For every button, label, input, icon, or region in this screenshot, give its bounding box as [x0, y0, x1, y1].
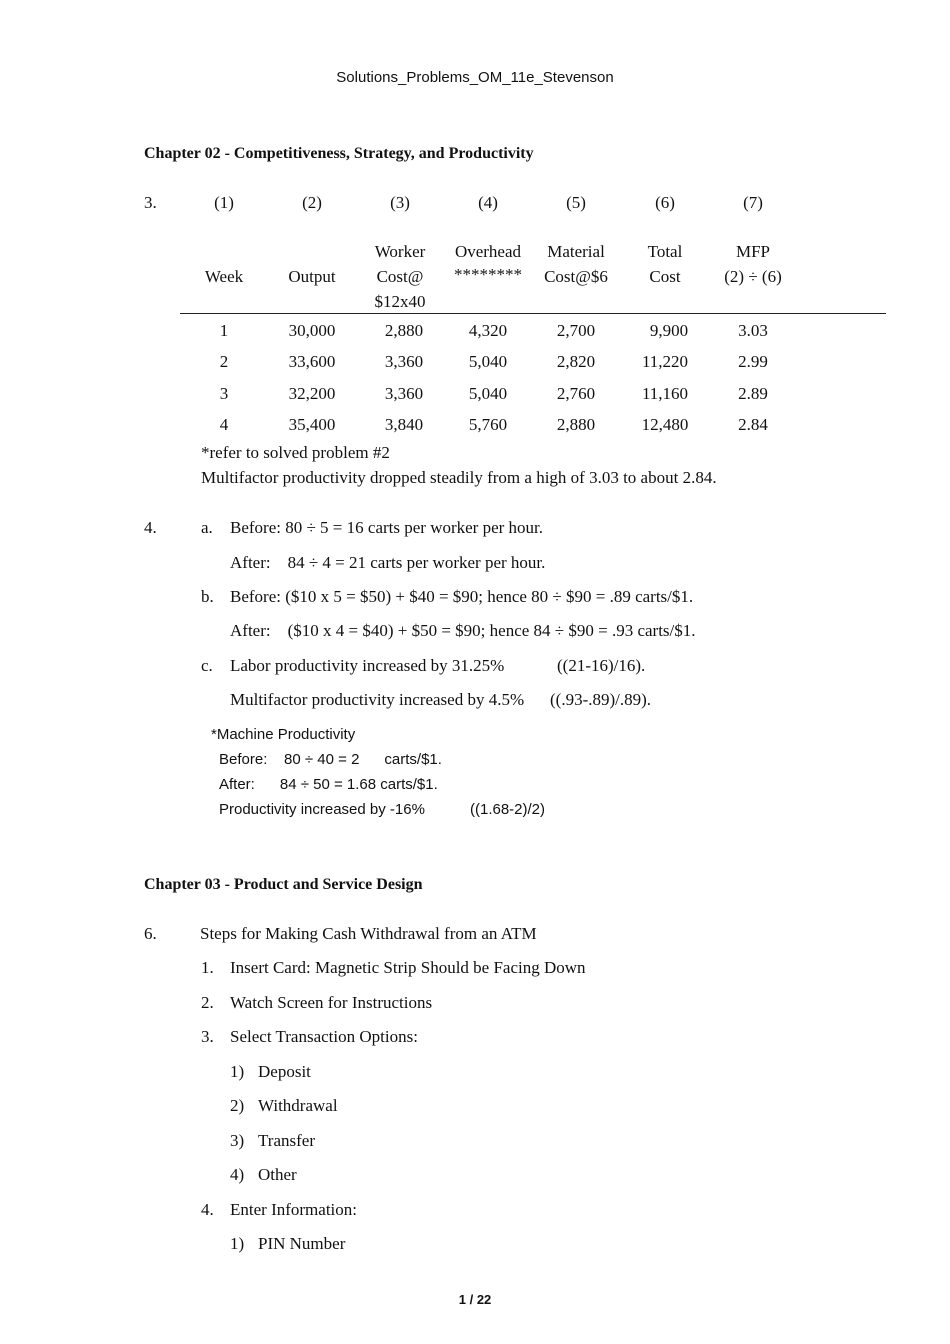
- cell-material: 2,760: [556, 384, 596, 403]
- list-item: Watch Screen for Instructions: [230, 993, 433, 1012]
- part-a-before: Before: 80 ÷ 5 = 16 carts per worker per hour.: [230, 518, 544, 537]
- cell-output: 32,200: [288, 384, 336, 403]
- cell-overhead: 4,320: [468, 321, 508, 340]
- table-conclusion: Multifactor productivity dropped steadily from a high of 3.03 to about 2.84.: [201, 468, 717, 487]
- cell-output: 35,400: [288, 415, 336, 434]
- current-page: 1: [458, 1292, 466, 1307]
- part-b-label: b.: [201, 587, 214, 606]
- header-week: Week: [204, 267, 244, 286]
- document-header: Solutions_Problems_OM_11e_Stevenson: [336, 69, 614, 86]
- cell-output: 30,000: [288, 321, 336, 340]
- list-item: Insert Card: Magnetic Strip Should be Facing Down: [230, 958, 586, 977]
- cell-overhead: 5,040: [468, 352, 508, 371]
- list-item-number: 1.: [201, 958, 214, 977]
- header-mfp: MFP: [735, 242, 771, 261]
- part-c-labor-calc: ((21-16)/16).: [557, 656, 646, 675]
- header-total: Cost: [649, 267, 681, 286]
- sub-item-number: 2): [230, 1096, 245, 1115]
- header-material: Cost@$6: [544, 267, 608, 286]
- problem-4-number: 4.: [144, 518, 157, 537]
- cell-overhead: 5,760: [468, 415, 508, 434]
- machine-before: Before: 80 ÷ 40 = 2 carts/$1.: [219, 751, 442, 768]
- cell-worker-cost: 3,360: [384, 352, 424, 371]
- col-number: (2): [302, 193, 322, 212]
- cell-material: 2,880: [556, 415, 596, 434]
- problem-6-number: 6.: [144, 924, 157, 943]
- cell-week: 4: [219, 415, 229, 434]
- sub-item: Withdrawal: [258, 1096, 338, 1115]
- machine-productivity-title: *Machine Productivity: [211, 726, 356, 743]
- sub-item: Other: [258, 1165, 297, 1184]
- table-rule: [180, 313, 886, 314]
- chapter-03-title: Chapter 03 - Product and Service Design: [144, 876, 423, 893]
- cell-worker-cost: 3,360: [384, 384, 424, 403]
- header-worker: Cost@: [376, 267, 424, 286]
- sub-item-number: 1): [230, 1062, 245, 1081]
- machine-increase: Productivity increased by -16%: [219, 801, 425, 818]
- col-number: (4): [478, 193, 498, 212]
- header-overhead: ********: [454, 265, 522, 284]
- sub-item: Transfer: [258, 1131, 315, 1150]
- col-number: (6): [655, 193, 675, 212]
- part-b-before: Before: ($10 x 5 = $50) + $40 = $90; hence 80 ÷ $90 = .89 carts/$1.: [230, 587, 694, 606]
- sub-item-number: 4): [230, 1165, 245, 1184]
- total-pages: 22: [476, 1292, 492, 1307]
- part-b-after: After: ($10 x 4 = $40) + $50 = $90; hence 84 ÷ $90 = .93 carts/$1.: [230, 621, 696, 640]
- cell-output: 33,600: [288, 352, 336, 371]
- table-note: *refer to solved problem #2: [201, 443, 390, 462]
- part-c-label: c.: [201, 656, 213, 675]
- chapter-02-title: Chapter 02 - Competitiveness, Strategy, and Productivity: [144, 145, 534, 162]
- machine-after: After: 84 ÷ 50 = 1.68 carts/$1.: [219, 776, 438, 793]
- cell-mfp: 3.03: [738, 321, 768, 340]
- part-a-after: After: 84 ÷ 4 = 21 carts per worker per hour.: [230, 553, 546, 572]
- header-worker: Worker: [374, 242, 426, 261]
- cell-overhead: 5,040: [468, 384, 508, 403]
- list-item: Select Transaction Options:: [230, 1027, 418, 1046]
- list-item: Enter Information:: [230, 1200, 357, 1219]
- header-worker: $12x40: [374, 292, 426, 311]
- cell-worker-cost: 3,840: [384, 415, 424, 434]
- cell-week: 1: [219, 321, 229, 340]
- header-mfp: (2) ÷ (6): [724, 267, 782, 286]
- sub-item-number: 1): [230, 1234, 245, 1253]
- cell-total: 11,160: [641, 384, 689, 403]
- list-item-number: 3.: [201, 1027, 214, 1046]
- header-overhead: Overhead: [454, 242, 522, 261]
- cell-material: 2,700: [556, 321, 596, 340]
- sub-item: Deposit: [258, 1062, 311, 1081]
- problem-6-intro: Steps for Making Cash Withdrawal from an ATM: [200, 924, 537, 943]
- cell-material: 2,820: [556, 352, 596, 371]
- machine-increase-calc: ((1.68-2)/2): [470, 801, 546, 818]
- part-a-label: a.: [201, 518, 213, 537]
- page-separator: /: [469, 1292, 474, 1307]
- col-number: (3): [390, 193, 410, 212]
- cell-mfp: 2.89: [738, 384, 768, 403]
- sub-item-number: 3): [230, 1131, 245, 1150]
- sub-item: PIN Number: [258, 1234, 346, 1253]
- header-material: Material: [547, 242, 605, 261]
- part-c-multifactor-calc: ((.93-.89)/.89).: [550, 690, 652, 709]
- part-c-multifactor: Multifactor productivity increased by 4.5%: [230, 690, 525, 709]
- cell-week: 3: [219, 384, 229, 403]
- col-number: (7): [743, 193, 763, 212]
- cell-mfp: 2.84: [738, 415, 768, 434]
- cell-total: 11,220: [641, 352, 689, 371]
- cell-worker-cost: 2,880: [384, 321, 424, 340]
- cell-total: 9,900: [649, 321, 689, 340]
- page-number: [0, 1292, 950, 1307]
- list-item-number: 2.: [201, 993, 214, 1012]
- list-item-number: 4.: [201, 1200, 214, 1219]
- cell-total: 12,480: [641, 415, 689, 434]
- col-number: (1): [214, 193, 234, 212]
- col-number: (5): [566, 193, 586, 212]
- problem-3-number: 3.: [144, 193, 157, 212]
- cell-mfp: 2.99: [738, 352, 768, 371]
- header-total: Total: [647, 242, 683, 261]
- cell-week: 2: [219, 352, 229, 371]
- header-output: Output: [288, 267, 336, 286]
- part-c-labor: Labor productivity increased by 31.25%: [230, 656, 505, 675]
